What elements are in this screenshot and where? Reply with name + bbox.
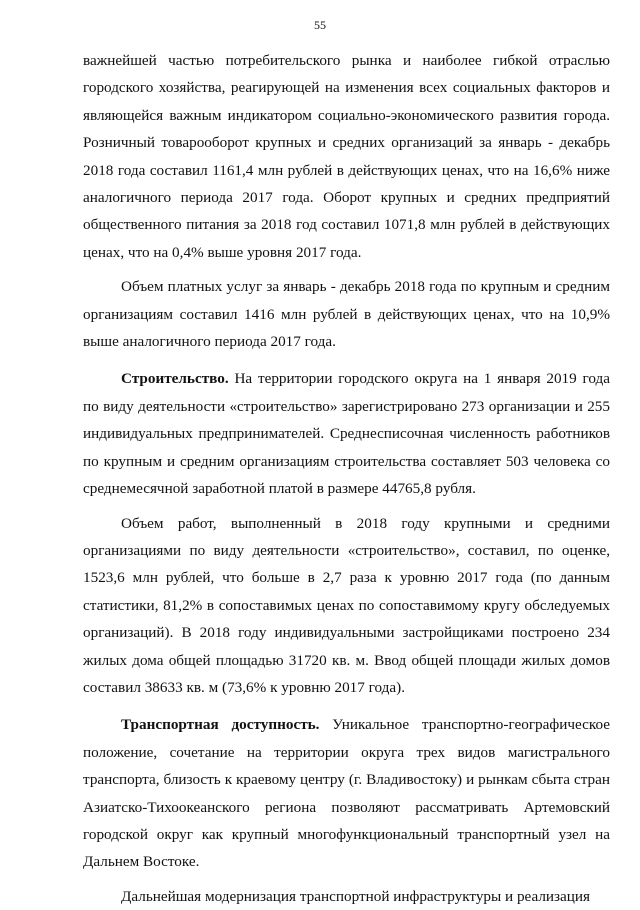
paragraph-transport — [83, 711, 610, 875]
paragraph-consumer-market — [83, 47, 610, 266]
paragraph-transport-modernization — [83, 883, 610, 910]
paragraph-construction — [83, 365, 610, 502]
paragraph-construction-volume — [83, 510, 610, 702]
paragraph-text: важнейшей частью потребительского рынка и наиболее гибкой отраслью городского хозяйства, реагирующей на изменения всех социальных факторов и являющейся важным индикатором социально-экономического развития города. Розничный товарооборот крупных и средних организаций за январь - декабрь 2018 года составил 1161,4 млн рублей в действующих ценах, что на 16,6% ниже аналогичного периода 2017 года. Оборот крупных и средних предприятий общественного питания за 2018 год составил 1071,8 млн рублей в действующих ценах, что на 0,4% выше уровня 2017 года. — [83, 52, 610, 261]
paragraph-paid-services — [83, 273, 610, 355]
document-body — [83, 47, 610, 910]
paragraph-text: Объем платных услуг за январь - декабрь 2018 года по крупным и средним организациям составил 1416 млн рублей в действующих ценах, что на 10,9% выше аналогичного периода 2017 года. — [83, 278, 610, 351]
paragraph-text: Дальнейшая модернизация транспортной инфраструктуры и реализация — [121, 887, 591, 905]
section-heading-construction: Строительство. — [121, 370, 229, 388]
page-number: 55 — [314, 18, 326, 32]
paragraph-text: На территории городского округа на 1 января 2019 года по виду деятельности «строительство» зарегистрировано 273 организации и 255 индивидуальных предпринимателей. Среднесписочная численность работников по крупным и средним организациям строительства составляет 503 человека со среднемесячной заработной платой в размере 44765,8 рубля. — [83, 370, 610, 498]
section-heading-transport: Транспортная доступность. — [121, 716, 320, 734]
paragraph-text: Уникальное транспортно-географическое положение, сочетание на территории округа трех видов магистрального транспорта, близость к краевому центру (г. Владивостоку) и рынкам сбыта стран Азиатско-Тихоокеанского региона позволяют рассматривать Артемовский городской округ как крупный многофункциональный транспортный узел на Дальнем Востоке. — [83, 716, 610, 871]
paragraph-text: Объем работ, выполненный в 2018 году крупными и средними организациями по виду деятельности «строительство», составил, по оценке, 1523,6 млн рублей, что больше в 2,7 раза к уровню 2017 года (по данным статистики, 81,2% в сопоставимых ценах по сопоставимому кругу обследуемых организаций). В 2018 году индивидуальными застройщиками построено 234 жилых дома общей площадью 31720 кв. м. Ввод общей площади жилых домов составил 38633 кв. м (73,6% к уровню 2017 года). — [83, 514, 610, 696]
